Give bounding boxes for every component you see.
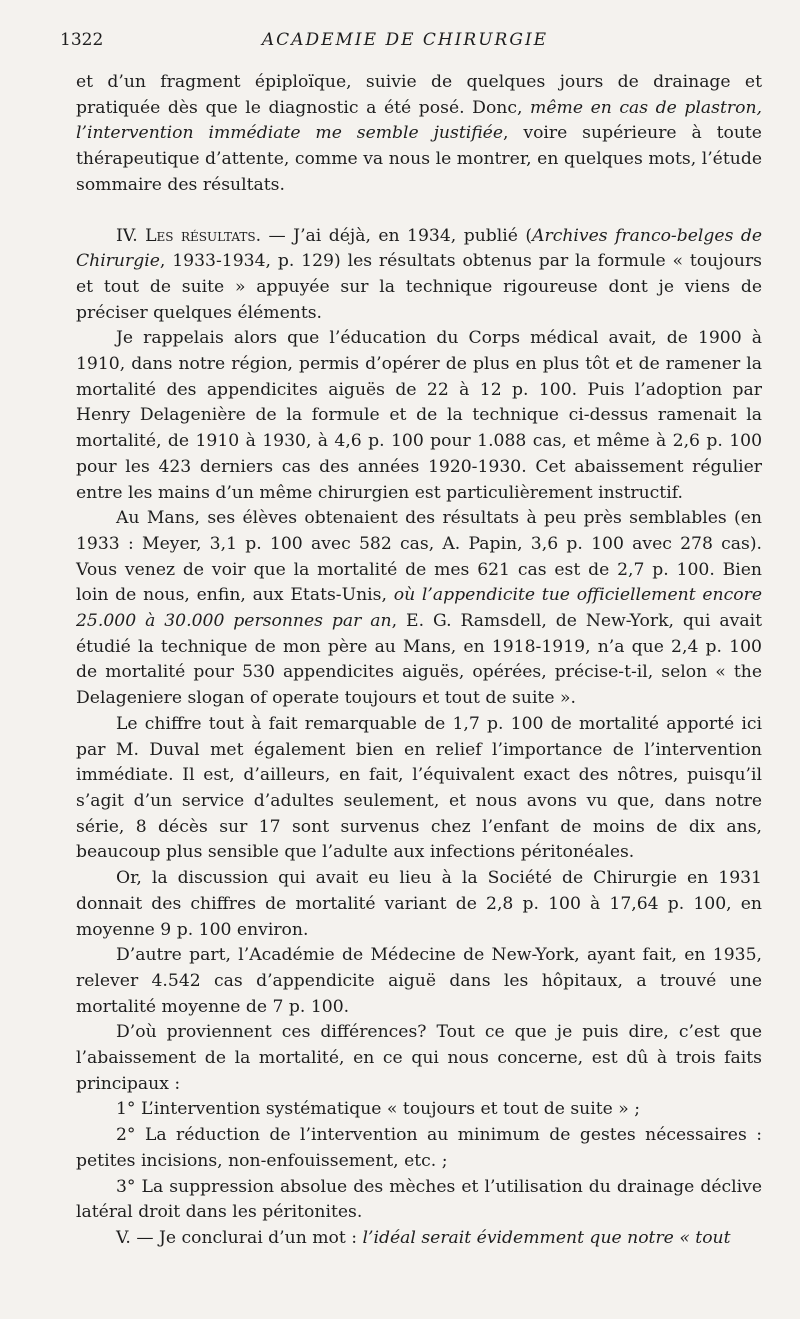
text-run: 3° La suppression absolue des mèches et l’utilisation du drainage déclive latéral droit dans les péritonites. [76, 1176, 762, 1223]
text-run: D’autre part, l’Académie de Médecine de New-York, ayant fait, en 1935, relever 4.542 cas d’appendicite aiguë dans les hôpitaux, a trouvé une mortalité moyenne de 7 p. 100. [76, 945, 762, 1017]
running-head: ACADEMIE DE CHIRURGIE [261, 30, 549, 50]
text-run: D’où proviennent ces différences? Tout ce que je puis dire, c’est que l’abaissement de la mortalité, en ce qui nous concerne, est dû à trois faits principaux : [76, 1022, 762, 1094]
text-run: IV. [116, 225, 146, 246]
paragraph [76, 943, 762, 1020]
body-text [76, 70, 762, 1252]
text-run: et d’un fragment épiploïque, suivie de quelques jours de drainage et pratiquée dès que le diagnostic a été posé. Donc, [76, 72, 762, 118]
paragraph [76, 70, 762, 199]
paragraph [76, 224, 762, 327]
italic-text: Archives franco-belges de Chirurgie [76, 225, 763, 272]
paragraph [76, 1020, 762, 1097]
list-item [76, 1175, 762, 1226]
paragraph [76, 506, 762, 712]
section-heading: Les résultats [145, 225, 256, 246]
text-run: 2° La réduction de l’intervention au minimum de gestes nécessaires : petites incisions, non-enfouissement, etc. ; [76, 1125, 762, 1171]
italic-text: où l’appendicite tue officiellement encore 25.000 à 30.000 personnes par an [76, 585, 762, 632]
text-run: Au Mans, ses élèves obtenaient des résultats à peu près semblables (en 1933 : Meyer, 3,1 p. 100 avec 582 cas, A. Papin, 3,6 p. 100 avec 278 cas). Vous venez de voir que la mortalité de mes 621 cas est de 2,7 p. 100. Bien loin de nous, enfin, aux Etats-Unis, [76, 508, 762, 606]
text-run: , voire supérieure à toute thérapeutique d’attente, comme va nous le montrer, en quelques mots, l’étude sommaire des résultats. [76, 123, 762, 195]
text-run: Le chiffre tout à fait remarquable de 1,7 p. 100 de mortalité apporté ici par M. Duval met également bien en relief l’importance de l’intervention immédiate. Il est, d’ailleurs, en fait, l’équivalent exact des nôtres, puisqu’il s’agit d’un service d’adultes seulement, et nous avons vu que, dans notre série, 8 décès sur 17 sont survenus chez l’enfant de moins de dix ans, beaucoup plus sensible que l’adulte aux infections péritonéales. [76, 713, 762, 863]
paragraph [76, 326, 762, 506]
text-run: , 1933-1934, p. 129) les résultats obtenus par la formule « toujours et tout de suite » appuyée sur la technique rigoureuse dont je viens de préciser quelques éléments. [76, 251, 762, 323]
paragraph [76, 866, 762, 943]
text-run: . — J’ai déjà, en 1934, publié ( [255, 225, 533, 246]
paragraph [76, 1226, 762, 1252]
italic-text: même en cas de plastron, l’intervention immédiate me semble justifiée [76, 97, 762, 144]
page-header [60, 30, 750, 54]
list-item [76, 1123, 762, 1174]
paragraph [76, 712, 762, 866]
text-run: Je rappelais alors que l’éducation du Corps médical avait, de 1900 à 1910, dans notre région, permis d’opérer de plus en plus tôt et de ramener la mortalité des appendicites aiguës de 22 à 12 p. 100. Puis l’adoption par Henry Delagenière de la formule et de la technique ci-dessus ramenait la mortalité, de 1910 à 1930, à 4,6 p. 100 pour 1.088 cas, et même à 2,6 p. 100 pour les 423 derniers cas des années 1920-1930. Cet abaissement régulier entre les mains d’un même chirurgien est particulièrement instructif. [76, 328, 762, 503]
list-item [76, 1097, 762, 1123]
text-run: Or, la discussion qui avait eu lieu à la Société de Chirurgie en 1931 donnait des chiffres de mortalité variant de 2,8 p. 100 à 17,64 p. 100, en moyenne 9 p. 100 environ. [76, 868, 762, 940]
text-run: 1° L’intervention systématique « toujours et tout de suite » ; [116, 1099, 641, 1120]
italic-text: l’idéal serait évidemment que notre « tout [362, 1227, 731, 1248]
text-run: V. — Je conclurai d’un mot : [116, 1227, 363, 1248]
text-run: , E. G. Ramsdell, de New-York, qui avait étudié la technique de mon père au Mans, en 1918-1919, n’a que 2,4 p. 100 de mortalité pour 530 appendicites aiguës, opérées, précise-t-il, selon « the Delageniere slogan of operate toujours et tout de suite ». [76, 611, 762, 709]
page-number: 1322 [60, 30, 104, 50]
